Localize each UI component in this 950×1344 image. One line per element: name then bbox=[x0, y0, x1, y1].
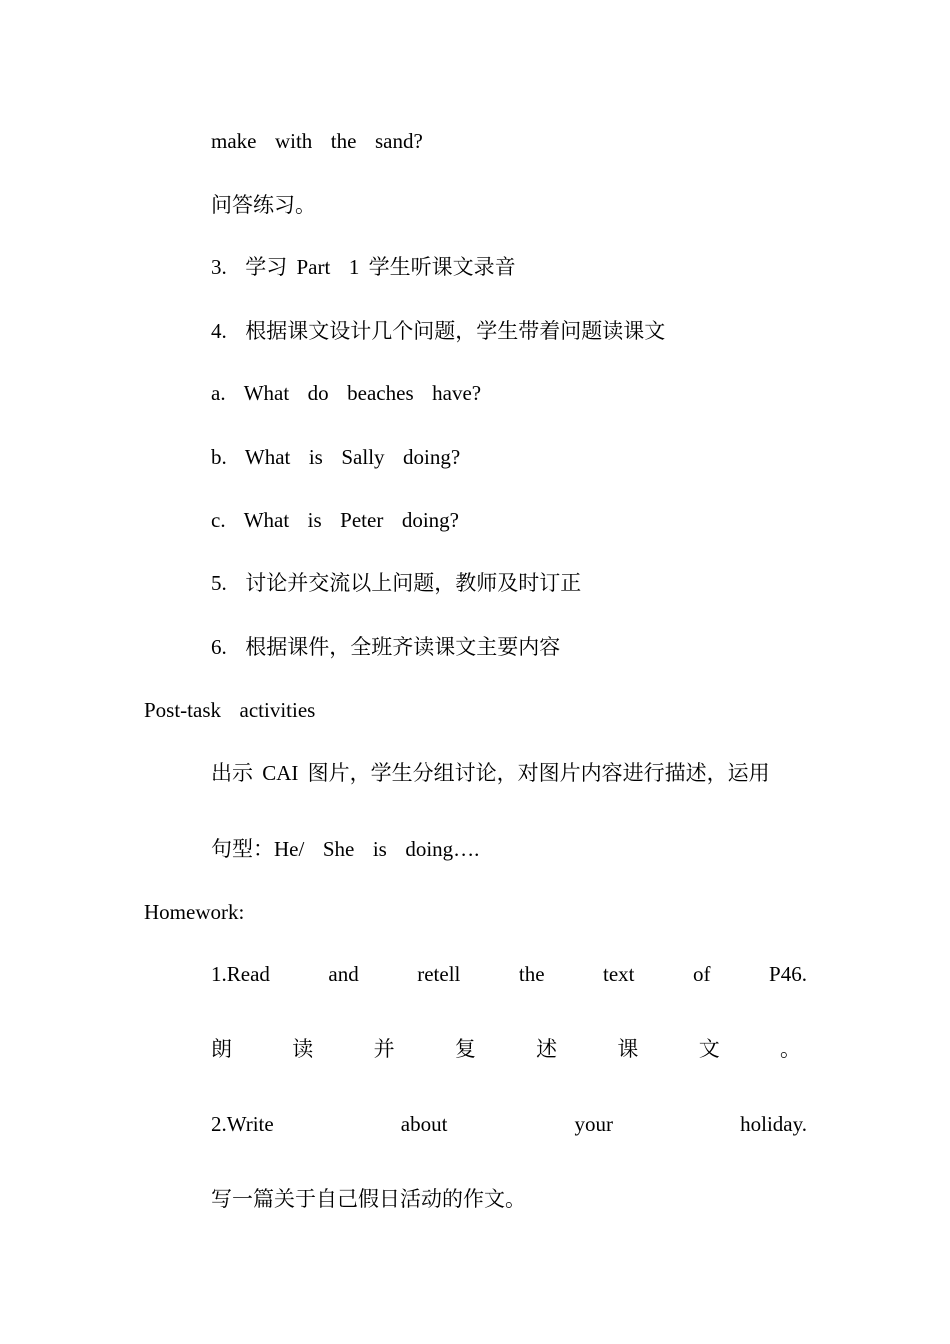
char: 读 bbox=[292, 1037, 314, 1061]
homework-item-1 bbox=[211, 960, 807, 988]
homework-item-2-cn: 写一篇关于自己假日活动的作文。 bbox=[211, 1187, 526, 1211]
word: 1.Read bbox=[211, 962, 270, 986]
word: the bbox=[518, 962, 545, 986]
text-line: 句型：He/ She is doing…. bbox=[211, 837, 480, 861]
word: text bbox=[603, 962, 635, 986]
word: of bbox=[693, 962, 711, 986]
char: 课 bbox=[617, 1037, 639, 1061]
char: 述 bbox=[536, 1037, 558, 1061]
text-line: 6. 根据课件，全班齐读课文主要内容 bbox=[211, 635, 561, 659]
word: P46. bbox=[769, 962, 807, 986]
char: 文 bbox=[698, 1037, 720, 1061]
question-a: a. What do beaches have? bbox=[211, 381, 482, 405]
text-line: 5. 讨论并交流以上问题，教师及时订正 bbox=[211, 571, 582, 595]
char: 。 bbox=[779, 1037, 801, 1061]
question-b: b. What is Sally doing? bbox=[211, 445, 461, 469]
section-heading-homework: Homework: bbox=[144, 900, 245, 924]
text-line: 问答练习。 bbox=[211, 193, 316, 217]
char: 并 bbox=[373, 1037, 395, 1061]
word: and bbox=[328, 962, 359, 986]
word: about bbox=[400, 1112, 448, 1136]
text-line: 出示 CAI 图片，学生分组讨论，对图片内容进行描述，运用 bbox=[211, 761, 770, 785]
char: 朗 bbox=[211, 1037, 232, 1061]
word: holiday. bbox=[740, 1112, 807, 1136]
word: your bbox=[574, 1112, 614, 1136]
homework-item-2 bbox=[211, 1110, 807, 1138]
text-line: 4. 根据课文设计几个问题，学生带着问题读课文 bbox=[211, 319, 666, 343]
section-heading-post-task: Post-task activities bbox=[144, 698, 316, 722]
homework-item-1-cn bbox=[211, 1035, 801, 1063]
word: 2.Write bbox=[211, 1112, 274, 1136]
question-c: c. What is Peter doing? bbox=[211, 508, 459, 532]
word: retell bbox=[417, 962, 461, 986]
text-line: 3. 学习 Part 1 学生听课文录音 bbox=[211, 255, 516, 279]
char: 复 bbox=[454, 1037, 476, 1061]
text-line: make with the sand? bbox=[211, 129, 423, 153]
